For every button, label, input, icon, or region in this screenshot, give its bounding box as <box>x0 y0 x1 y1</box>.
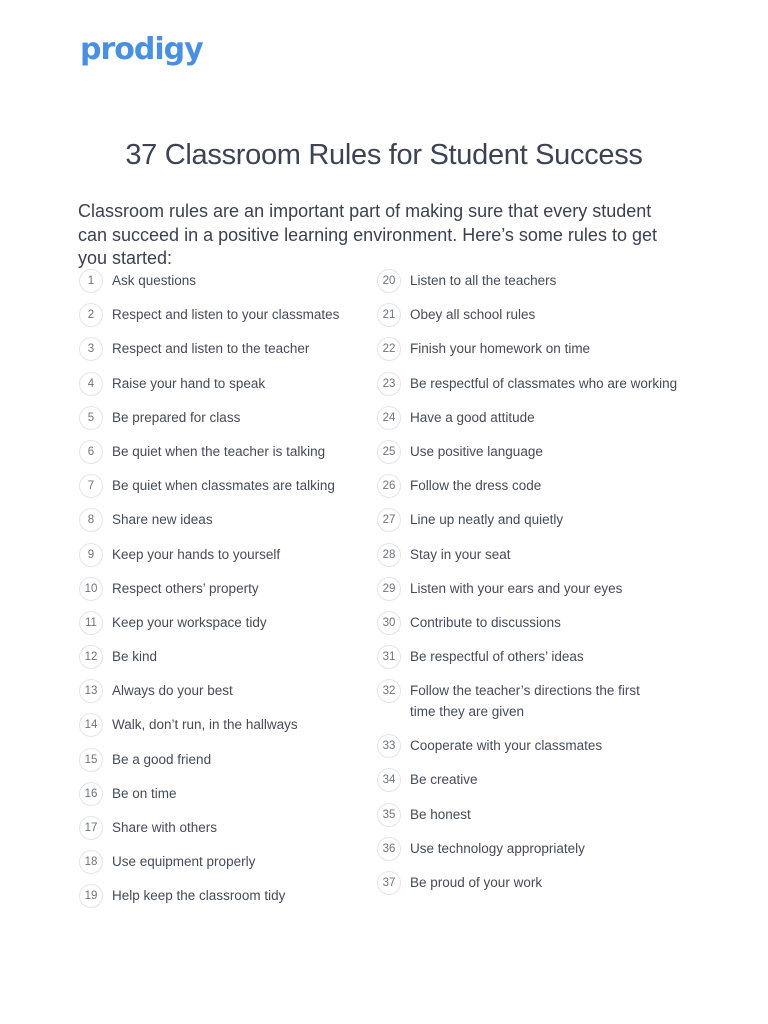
rule-number-badge: 33 <box>377 734 401 758</box>
rule-number-badge: 24 <box>377 406 401 430</box>
rule-number-badge: 29 <box>377 577 401 601</box>
list-item <box>79 338 364 372</box>
list-item <box>377 872 697 906</box>
rule-number-badge: 32 <box>377 679 401 703</box>
rule-number-badge: 11 <box>79 611 103 635</box>
rule-number-badge: 18 <box>79 850 103 874</box>
rule-number-badge: 10 <box>79 577 103 601</box>
rule-number-badge: 2 <box>79 303 103 327</box>
rule-text: Be a good friend <box>112 751 212 767</box>
rule-text: Be respectful of others’ ideas <box>410 649 584 665</box>
list-item <box>377 304 697 338</box>
rule-text: Raise your hand to speak <box>112 375 266 391</box>
rule-number-badge: 8 <box>79 508 103 532</box>
list-item <box>79 373 364 407</box>
list-item <box>79 851 364 885</box>
rule-number-badge: 3 <box>79 337 103 361</box>
list-item <box>79 544 364 578</box>
rule-text: Be kind <box>112 649 158 665</box>
rule-text: Contribute to discussions <box>410 614 561 630</box>
rule-number-badge: 34 <box>377 768 401 792</box>
rule-text: Be prepared for class <box>112 409 241 425</box>
prodigy-logo: prodigy <box>80 32 203 67</box>
rule-number-badge: 19 <box>79 884 103 908</box>
list-item <box>79 714 364 748</box>
rule-text: Be quiet when the teacher is talking <box>112 443 326 459</box>
rule-number-badge: 20 <box>377 269 401 293</box>
rule-text: Follow the teacher’s directions the first time they are given <box>410 683 640 720</box>
list-item <box>377 578 697 612</box>
rule-text: Have a good attitude <box>410 409 535 425</box>
rule-text: Stay in your seat <box>410 546 511 562</box>
list-item <box>377 407 697 441</box>
rule-text: Share with others <box>112 820 218 835</box>
list-item <box>79 646 364 680</box>
rule-text: Always do your best <box>112 683 233 699</box>
rule-number-badge: 22 <box>377 337 401 361</box>
rule-number-badge: 5 <box>79 406 103 430</box>
rule-text: Line up neatly and quietly <box>410 512 564 528</box>
list-item <box>79 304 364 338</box>
rule-number-badge: 9 <box>79 543 103 567</box>
rule-text: Be creative <box>410 772 478 788</box>
rule-number-badge: 14 <box>79 713 103 737</box>
rule-text: Keep your workspace tidy <box>112 614 267 630</box>
list-item <box>377 338 697 372</box>
rule-text: Respect and listen to your classmates <box>112 307 340 323</box>
rule-text: Be proud of your work <box>410 875 543 890</box>
list-item <box>79 783 364 817</box>
list-item <box>377 475 697 509</box>
rule-text: Ask questions <box>112 273 197 288</box>
rule-number-badge: 12 <box>79 645 103 669</box>
list-item <box>377 544 697 578</box>
list-item <box>79 475 364 509</box>
rule-text: Keep your hands to yourself <box>112 546 281 562</box>
rule-text: Be quiet when classmates are talking <box>112 478 335 494</box>
list-item <box>79 407 364 441</box>
list-item <box>377 838 697 872</box>
list-item <box>79 885 364 919</box>
rule-number-badge: 21 <box>377 303 401 327</box>
rule-number-badge: 6 <box>79 440 103 464</box>
rules-list-left <box>79 270 364 920</box>
rule-number-badge: 13 <box>79 679 103 703</box>
rule-text: Use technology appropriately <box>410 840 585 856</box>
list-item <box>377 509 697 543</box>
list-item <box>79 578 364 612</box>
rule-number-badge: 25 <box>377 440 401 464</box>
rule-number-badge: 1 <box>79 269 103 293</box>
list-item <box>79 749 364 783</box>
list-item <box>377 646 697 680</box>
list-item <box>79 441 364 475</box>
list-item <box>377 441 697 475</box>
rule-text: Obey all school rules <box>410 307 536 323</box>
rule-text: Help keep the classroom tidy <box>112 888 286 904</box>
rule-number-badge: 23 <box>377 372 401 396</box>
list-item <box>377 769 697 803</box>
list-item <box>377 680 697 735</box>
rule-text: Listen to all the teachers <box>410 273 557 288</box>
rule-number-badge: 35 <box>377 803 401 827</box>
list-item <box>79 509 364 543</box>
rule-text: Be respectful of classmates who are working <box>410 375 678 391</box>
page-title: 37 Classroom Rules for Student Success <box>125 139 643 172</box>
rule-text: Respect and listen to the teacher <box>112 341 310 357</box>
list-item <box>79 817 364 851</box>
list-item <box>377 270 697 304</box>
rule-text: Be honest <box>410 806 471 822</box>
rule-text: Respect others’ property <box>112 580 259 596</box>
rule-text: Use positive language <box>410 443 543 459</box>
rule-text: Follow the dress code <box>410 478 542 494</box>
list-item <box>377 373 697 407</box>
list-item <box>79 612 364 646</box>
rules-list-right <box>377 270 697 906</box>
list-item <box>377 612 697 646</box>
rule-text: Be on time <box>112 785 177 801</box>
rule-number-badge: 36 <box>377 837 401 861</box>
intro-paragraph: Classroom rules are an important part of making sure that every student can succeed in a positive learning environment. Here’s some rules to get you started: <box>78 201 657 268</box>
rule-number-badge: 27 <box>377 508 401 532</box>
rule-number-badge: 26 <box>377 474 401 498</box>
rule-number-badge: 31 <box>377 645 401 669</box>
rule-text: Finish your homework on time <box>410 341 591 357</box>
rule-number-badge: 30 <box>377 611 401 635</box>
rule-text: Listen with your ears and your eyes <box>410 580 623 596</box>
rule-number-badge: 37 <box>377 871 401 895</box>
rule-number-badge: 16 <box>79 782 103 806</box>
rule-text: Share new ideas <box>112 512 213 528</box>
list-item <box>79 270 364 304</box>
list-item <box>377 735 697 769</box>
rule-number-badge: 7 <box>79 474 103 498</box>
rule-number-badge: 28 <box>377 543 401 567</box>
rule-text: Walk, don’t run, in the hallways <box>112 717 298 733</box>
rule-text: Cooperate with your classmates <box>410 738 603 754</box>
list-item <box>377 804 697 838</box>
rule-text: Use equipment properly <box>112 854 256 870</box>
rule-number-badge: 17 <box>79 816 103 840</box>
rule-number-badge: 15 <box>79 748 103 772</box>
rule-number-badge: 4 <box>79 372 103 396</box>
list-item <box>79 680 364 714</box>
